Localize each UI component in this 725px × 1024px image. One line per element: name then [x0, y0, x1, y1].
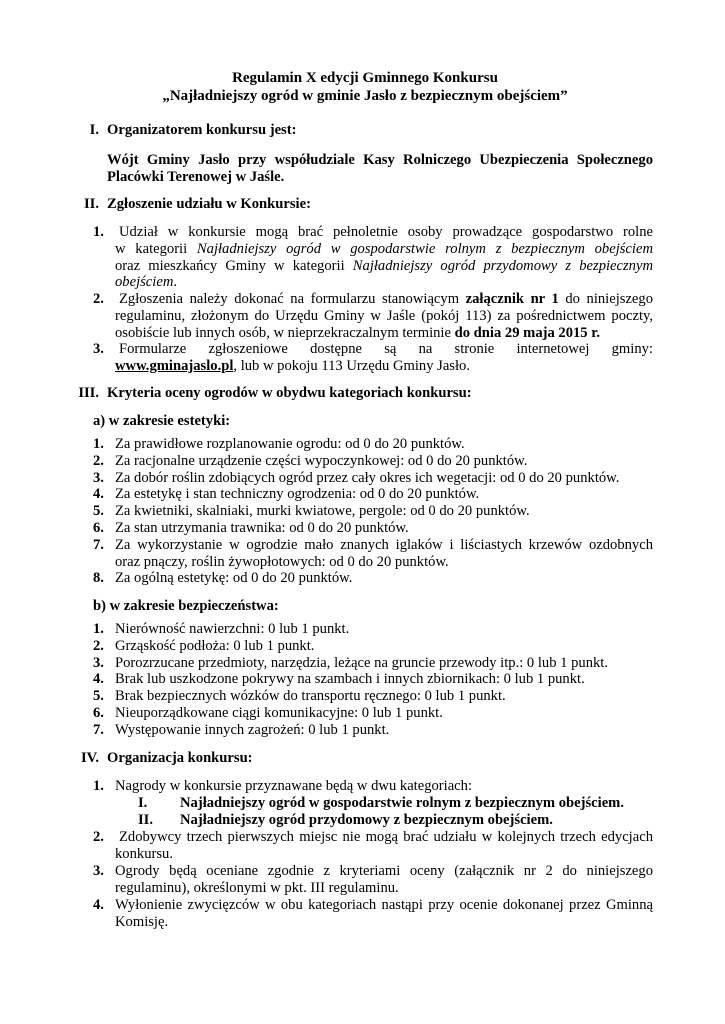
item-line: Zgłoszenia należy dokonać na formularzu stanowiącym załącznik nr 1 do niniejszego	[119, 291, 653, 307]
list-item: 7. Za wykorzystanie w ogrodzie mało znanych iglaków i liściastych krzewów ozdobnych	[93, 536, 653, 553]
organizer-line-2: Placówki Terenowej w Jaśle.	[107, 169, 285, 185]
list-item: 1. Nagrody w konkursie przyznawane będą w dwu kategoriach:	[93, 778, 473, 794]
list-item: 8. Za ogólną estetykę: od 0 do 20 punktów.	[93, 570, 353, 587]
list-item: 2. Zdobywcy trzech pierwszych miejsc nie mogą brać udziału w kolejnych trzech edycjach	[93, 829, 653, 845]
section-heading-1	[89, 122, 297, 139]
document-subtitle: „Najładniejszy ogród w gminie Jasło z bezpiecznym obejściem”	[162, 88, 568, 104]
section-heading-2	[83, 196, 311, 213]
list-item-continuation: konkursu.	[115, 846, 173, 862]
section-heading-3	[78, 385, 472, 402]
section-number: IV.	[81, 750, 99, 766]
list-item: 3. Za dobór roślin zdobiących ogród przez cały okres ich wegetacji: od 0 do 20 punktów.	[93, 469, 620, 486]
list-item-continuation: oraz pnączy, roślin żywopłotowych: od 0 do 20 punktów.	[115, 553, 449, 570]
section-heading-4	[81, 750, 253, 767]
list-item: 4. Brak lub uszkodzone pokrywy na szambach i innych zbiornikach: 0 lub 1 punkt.	[93, 671, 585, 688]
organizer-line-1: Wójt Gminy Jasło przy współudziale Kasy Rolniczego Ubezpieczenia Społecznego	[107, 152, 653, 168]
item-line: osobiście lub innych osób, w nieprzekraczalnym terminie do dnia 29 maja 2015 r.	[115, 324, 601, 341]
list-item-continuation: regulaminu), określonymi w pkt. III regulaminu.	[115, 880, 399, 896]
list-item	[93, 291, 653, 341]
item-line: Udział w konkursie mogą brać pełnoletnie osoby prowadzące gospodarstwo rolne	[119, 224, 653, 240]
item-line: www.gminajaslo.pl, lub w pokoju 113 Urzędu Gminy Jasło.	[115, 357, 470, 374]
item-number: 3.	[93, 341, 104, 357]
list-item: 5. Za kwietniki, skalniaki, murki kwiatowe, pergole: od 0 do 20 punktów.	[93, 503, 530, 520]
list-item: 1. Za prawidłowe rozplanowanie ogrodu: od 0 do 20 punktów.	[93, 436, 465, 452]
list-item	[93, 224, 653, 291]
document-title: Regulamin X edycji Gminnego Konkursu	[232, 70, 498, 86]
section-title: Zgłoszenie udziału w Konkursie:	[107, 196, 311, 212]
list-item	[93, 341, 653, 375]
list-item: 2. Za racjonalne urządzenie części wypoczynkowej: od 0 do 20 punktów.	[93, 452, 528, 469]
prize-category-1: I. Najładniejszy ogród w gospodarstwie rolnym z bezpiecznym obejściem.	[138, 795, 624, 811]
section-title: Organizatorem konkursu jest:	[107, 122, 297, 138]
item-line: obejściem.	[115, 274, 178, 291]
section-title: Kryteria oceny ogrodów w obydwu kategoriach konkursu:	[107, 385, 472, 401]
section-number: III.	[78, 385, 99, 401]
list-item: 1. Nierówność nawierzchni: 0 lub 1 punkt.	[93, 621, 350, 637]
list-item: 4. Wyłonienie zwycięzców w obu kategoriach nastąpi przy ocenie dokonanej przez Gminną	[93, 897, 653, 913]
subsection-heading-b: b) w zakresie bezpieczeństwa:	[93, 598, 279, 614]
list-item: 6. Za stan utrzymania trawnika: od 0 do 20 punktów.	[93, 519, 409, 536]
item-number: 1.	[93, 224, 104, 240]
subsection-heading-a: a) w zakresie estetyki:	[93, 413, 231, 429]
item-line: Formularze zgłoszeniowe dostępne są na stronie internetowej gminy:	[119, 341, 653, 357]
section-title: Organizacja konkursu:	[107, 750, 253, 766]
item-line: w kategorii Najładniejszy ogród w gospodarstwie rolnym z bezpiecznym obejściem	[115, 240, 653, 257]
section-number: I.	[89, 122, 99, 138]
aesthetics-list	[93, 436, 653, 587]
list-item-continuation: Komisję.	[115, 914, 169, 930]
list-item: 7. Występowanie innych zagrożeń: 0 lub 1 punkt.	[93, 721, 390, 738]
item-line: oraz mieszkańcy Gminy w kategorii Najładniejszy ogród przydomowy z bezpiecznym	[115, 257, 653, 274]
item-number: 2.	[93, 291, 104, 307]
safety-list	[93, 621, 653, 739]
section-number: II.	[83, 196, 99, 212]
item-line: regulaminu, złożonym do Urzędu Gminy w Jaśle (pokój 113) za pośrednictwem poczty,	[115, 307, 653, 324]
list-item: 3. Ogrody będą oceniane zgodnie z kryteriami oceny (załącznik nr 2 do niniejszego	[93, 863, 653, 879]
list-item: 5. Brak bezpiecznych wózków do transportu ręcznego: 0 lub 1 punkt.	[93, 688, 506, 705]
list-item: 4. Za estetykę i stan techniczny ogrodzenia: od 0 do 20 punktów.	[93, 486, 480, 503]
prize-category-2: II. Najładniejszy ogród przydomowy z bezpiecznym obejściem.	[138, 812, 553, 828]
website-link[interactable]: www.gminajaslo.pl	[115, 357, 234, 374]
list-item: 6. Nieuporządkowane ciągi komunikacyjne: 0 lub 1 punkt.	[93, 704, 443, 721]
list-item: 2. Grząskość podłoża: 0 lub 1 punkt.	[93, 637, 315, 654]
list-item: 3. Porozrzucane przedmioty, narzędzia, leżące na gruncie przewody itp.: 0 lub 1 punkt.	[93, 654, 609, 671]
